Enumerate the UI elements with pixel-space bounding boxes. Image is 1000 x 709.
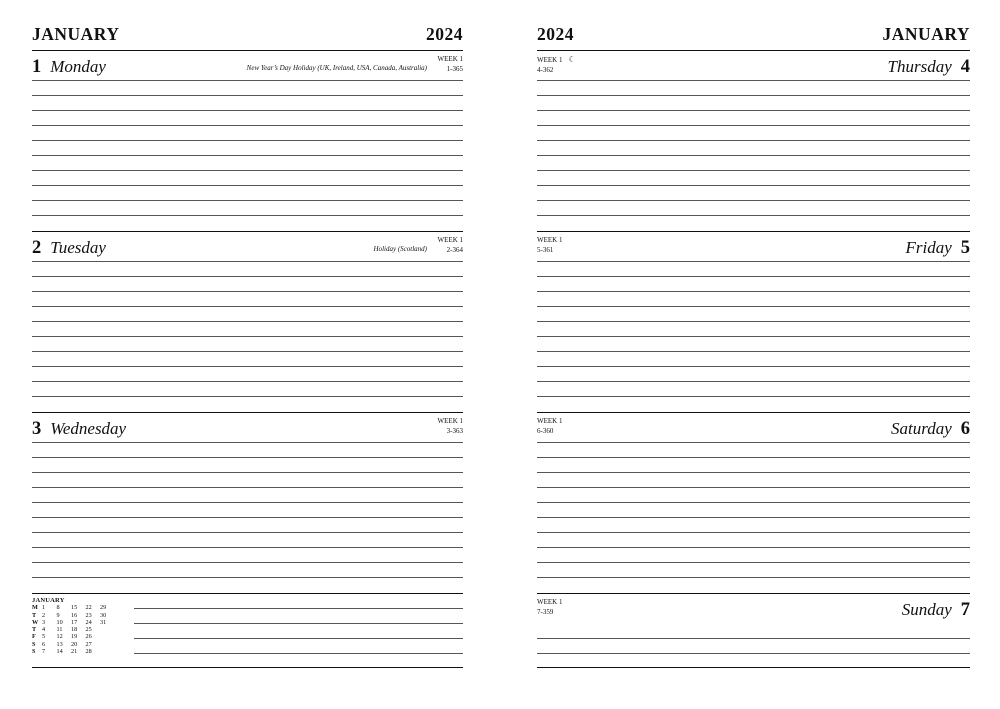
weekday-label: W: [32, 618, 39, 626]
ruled-line: [537, 215, 970, 216]
calendar-date: 8: [56, 604, 60, 612]
day-wednesday: [32, 412, 463, 593]
ruled-line: [537, 155, 970, 156]
ruled-line: [537, 396, 970, 397]
mini-calendar-title: JANUARY: [32, 597, 65, 604]
week-label: WEEK 1: [437, 55, 463, 63]
day-of-year: 7-359: [537, 607, 554, 616]
ruled-line: [32, 155, 463, 156]
ruled-line: [537, 336, 970, 337]
writing-lines: [32, 50, 463, 231]
ruled-line: [537, 532, 970, 533]
mini-calendar-grid: [32, 604, 115, 655]
calendar-date: 20: [71, 640, 78, 648]
right-month-title: JANUARY: [882, 24, 970, 44]
day-number: 1: [32, 57, 42, 77]
day-of-year: 3-363: [446, 426, 463, 435]
mini-calendar-row: [32, 626, 115, 633]
weekday-label: T: [32, 626, 37, 634]
right-header: [537, 24, 970, 46]
mini-calendar-row: [32, 604, 115, 611]
calendar-date: [100, 648, 115, 655]
calendar-date: 15: [71, 604, 78, 612]
mini-calendar-row: [32, 633, 115, 640]
day-tuesday: [32, 231, 463, 412]
ruled-line: [32, 306, 463, 307]
day-of-year: 4-362: [537, 65, 554, 74]
day-monday: [32, 50, 463, 231]
day-friday: [537, 231, 970, 412]
left-page: [32, 0, 463, 709]
day-name: Saturday: [890, 419, 952, 438]
ruled-line: [537, 517, 970, 518]
ruled-line: [537, 291, 970, 292]
ruled-line: [32, 110, 463, 111]
ruled-line: [537, 487, 970, 488]
ruled-line: [537, 562, 970, 563]
ruled-line: [537, 653, 970, 654]
right-bottom-rule: [537, 667, 970, 668]
ruled-line: [537, 638, 970, 639]
day-name: Sunday: [901, 600, 952, 619]
day-sunday: [537, 593, 970, 667]
calendar-date: 5: [42, 633, 46, 641]
ruled-line: [537, 185, 970, 186]
ruled-line: [537, 381, 970, 382]
ruled-line: [32, 95, 463, 96]
ruled-line: [32, 442, 463, 443]
ruled-line: [537, 547, 970, 548]
ruled-line: [537, 472, 970, 473]
holiday-note: New Year’s Day Holiday (UK, Ireland, USA, Canada, Australia): [246, 64, 427, 72]
week-label: WEEK 1: [537, 56, 563, 64]
calendar-date: 10: [56, 618, 63, 626]
mini-calendar-row: [32, 648, 115, 655]
day-saturday: [537, 412, 970, 593]
ruled-line: [32, 261, 463, 262]
day-of-year: 2-364: [446, 245, 463, 254]
day-number: 3: [32, 419, 42, 439]
calendar-date: 12: [56, 633, 63, 641]
calendar-date: 26: [85, 633, 92, 641]
calendar-date: 23: [85, 611, 92, 619]
calendar-date: 3: [42, 618, 46, 626]
notes-lines: [134, 593, 463, 663]
ruled-line: [537, 457, 970, 458]
day-name: Monday: [50, 57, 106, 76]
ruled-line: [537, 577, 970, 578]
mini-calendar-row: [32, 641, 115, 648]
calendar-date: [100, 633, 115, 640]
calendar-date: 17: [71, 618, 78, 626]
day-name: Thursday: [887, 57, 952, 76]
day-of-year: 5-361: [537, 245, 554, 254]
weekday-label: S: [32, 640, 36, 648]
ruled-line: [32, 170, 463, 171]
ruled-line: [32, 200, 463, 201]
writing-lines: [32, 231, 463, 412]
ruled-line: [537, 140, 970, 141]
calendar-date: 28: [85, 648, 92, 656]
ruled-line: [537, 306, 970, 307]
ruled-line: [134, 623, 463, 624]
mini-calendar-row: [32, 619, 115, 626]
day-name: Wednesday: [50, 419, 127, 438]
left-month-title: JANUARY: [32, 24, 120, 44]
calendar-date: 27: [85, 640, 92, 648]
ruled-line: [537, 125, 970, 126]
calendar-date: 18: [71, 626, 78, 634]
ruled-line: [32, 140, 463, 141]
calendar-date: 19: [71, 633, 78, 641]
mini-calendar-row: [32, 612, 115, 619]
calendar-date: 29: [100, 604, 107, 612]
left-header: [32, 24, 463, 46]
ruled-line: [537, 321, 970, 322]
writing-lines: [537, 412, 970, 593]
ruled-line: [32, 80, 463, 81]
right-page: [537, 0, 970, 709]
calendar-date: 31: [100, 618, 107, 626]
moon-phase-icon: ☾: [568, 55, 576, 64]
ruled-line: [32, 336, 463, 337]
calendar-date: 30: [100, 611, 107, 619]
calendar-date: [100, 641, 115, 648]
day-number: 2: [32, 238, 42, 258]
ruled-line: [32, 215, 463, 216]
ruled-line: [32, 125, 463, 126]
ruled-line: [32, 517, 463, 518]
ruled-line: [537, 95, 970, 96]
left-bottom-rule: [32, 667, 463, 668]
week-label: WEEK 1: [537, 598, 563, 606]
ruled-line: [537, 200, 970, 201]
week-label: WEEK 1: [537, 236, 563, 244]
ruled-line: [32, 185, 463, 186]
calendar-date: 9: [56, 611, 60, 619]
ruled-line: [134, 653, 463, 654]
ruled-line: [32, 562, 463, 563]
day-of-year: 6-360: [537, 426, 554, 435]
ruled-line: [32, 276, 463, 277]
calendar-date: 7: [42, 648, 46, 656]
day-of-year: 1-365: [446, 64, 463, 73]
calendar-date: [100, 626, 115, 633]
ruled-line: [537, 80, 970, 81]
ruled-line: [134, 638, 463, 639]
calendar-date: 25: [85, 626, 92, 634]
ruled-line: [32, 381, 463, 382]
day-thursday: [537, 50, 970, 231]
ruled-line: [537, 276, 970, 277]
calendar-date: 2: [42, 611, 46, 619]
calendar-date: 11: [56, 626, 63, 634]
ruled-line: [537, 110, 970, 111]
ruled-line: [32, 396, 463, 397]
ruled-line: [32, 472, 463, 473]
calendar-date: 24: [85, 618, 92, 626]
ruled-line: [32, 547, 463, 548]
ruled-line: [32, 577, 463, 578]
weekday-label: F: [32, 633, 36, 641]
ruled-line: [537, 502, 970, 503]
ruled-line: [32, 291, 463, 292]
weekday-label: T: [32, 611, 37, 619]
ruled-line: [537, 170, 970, 171]
calendar-date: 21: [71, 648, 78, 656]
writing-lines: [537, 50, 970, 231]
week-label: WEEK 1: [537, 417, 563, 425]
ruled-line: [32, 532, 463, 533]
week-label: WEEK 1: [437, 236, 463, 244]
ruled-line: [537, 351, 970, 352]
week-label: WEEK 1: [437, 417, 463, 425]
calendar-date: 1: [42, 604, 46, 612]
calendar-date: 16: [71, 611, 78, 619]
ruled-line: [32, 502, 463, 503]
day-number: 6: [960, 419, 970, 439]
weekday-label: S: [32, 648, 36, 656]
writing-lines: [32, 412, 463, 593]
ruled-line: [134, 608, 463, 609]
calendar-date: 6: [42, 640, 46, 648]
right-year-title: 2024: [537, 24, 574, 44]
holiday-note: Holiday (Scotland): [373, 245, 427, 253]
calendar-date: 4: [42, 626, 46, 634]
day-number: 4: [960, 57, 970, 77]
ruled-line: [537, 366, 970, 367]
day-name: Friday: [905, 238, 952, 257]
calendar-date: 14: [56, 648, 63, 656]
ruled-line: [32, 366, 463, 367]
day-number: 5: [960, 238, 970, 258]
ruled-line: [32, 457, 463, 458]
writing-lines: [537, 593, 970, 667]
day-name: Tuesday: [50, 238, 106, 257]
ruled-line: [537, 442, 970, 443]
mini-calendar: [32, 597, 132, 655]
writing-lines: [537, 231, 970, 412]
ruled-line: [32, 487, 463, 488]
left-year-title: 2024: [426, 24, 463, 44]
ruled-line: [537, 261, 970, 262]
day-number: 7: [960, 600, 970, 620]
ruled-line: [32, 321, 463, 322]
ruled-line: [32, 351, 463, 352]
calendar-date: 13: [56, 640, 63, 648]
weekday-label: M: [32, 604, 38, 612]
calendar-date: 22: [85, 604, 92, 612]
